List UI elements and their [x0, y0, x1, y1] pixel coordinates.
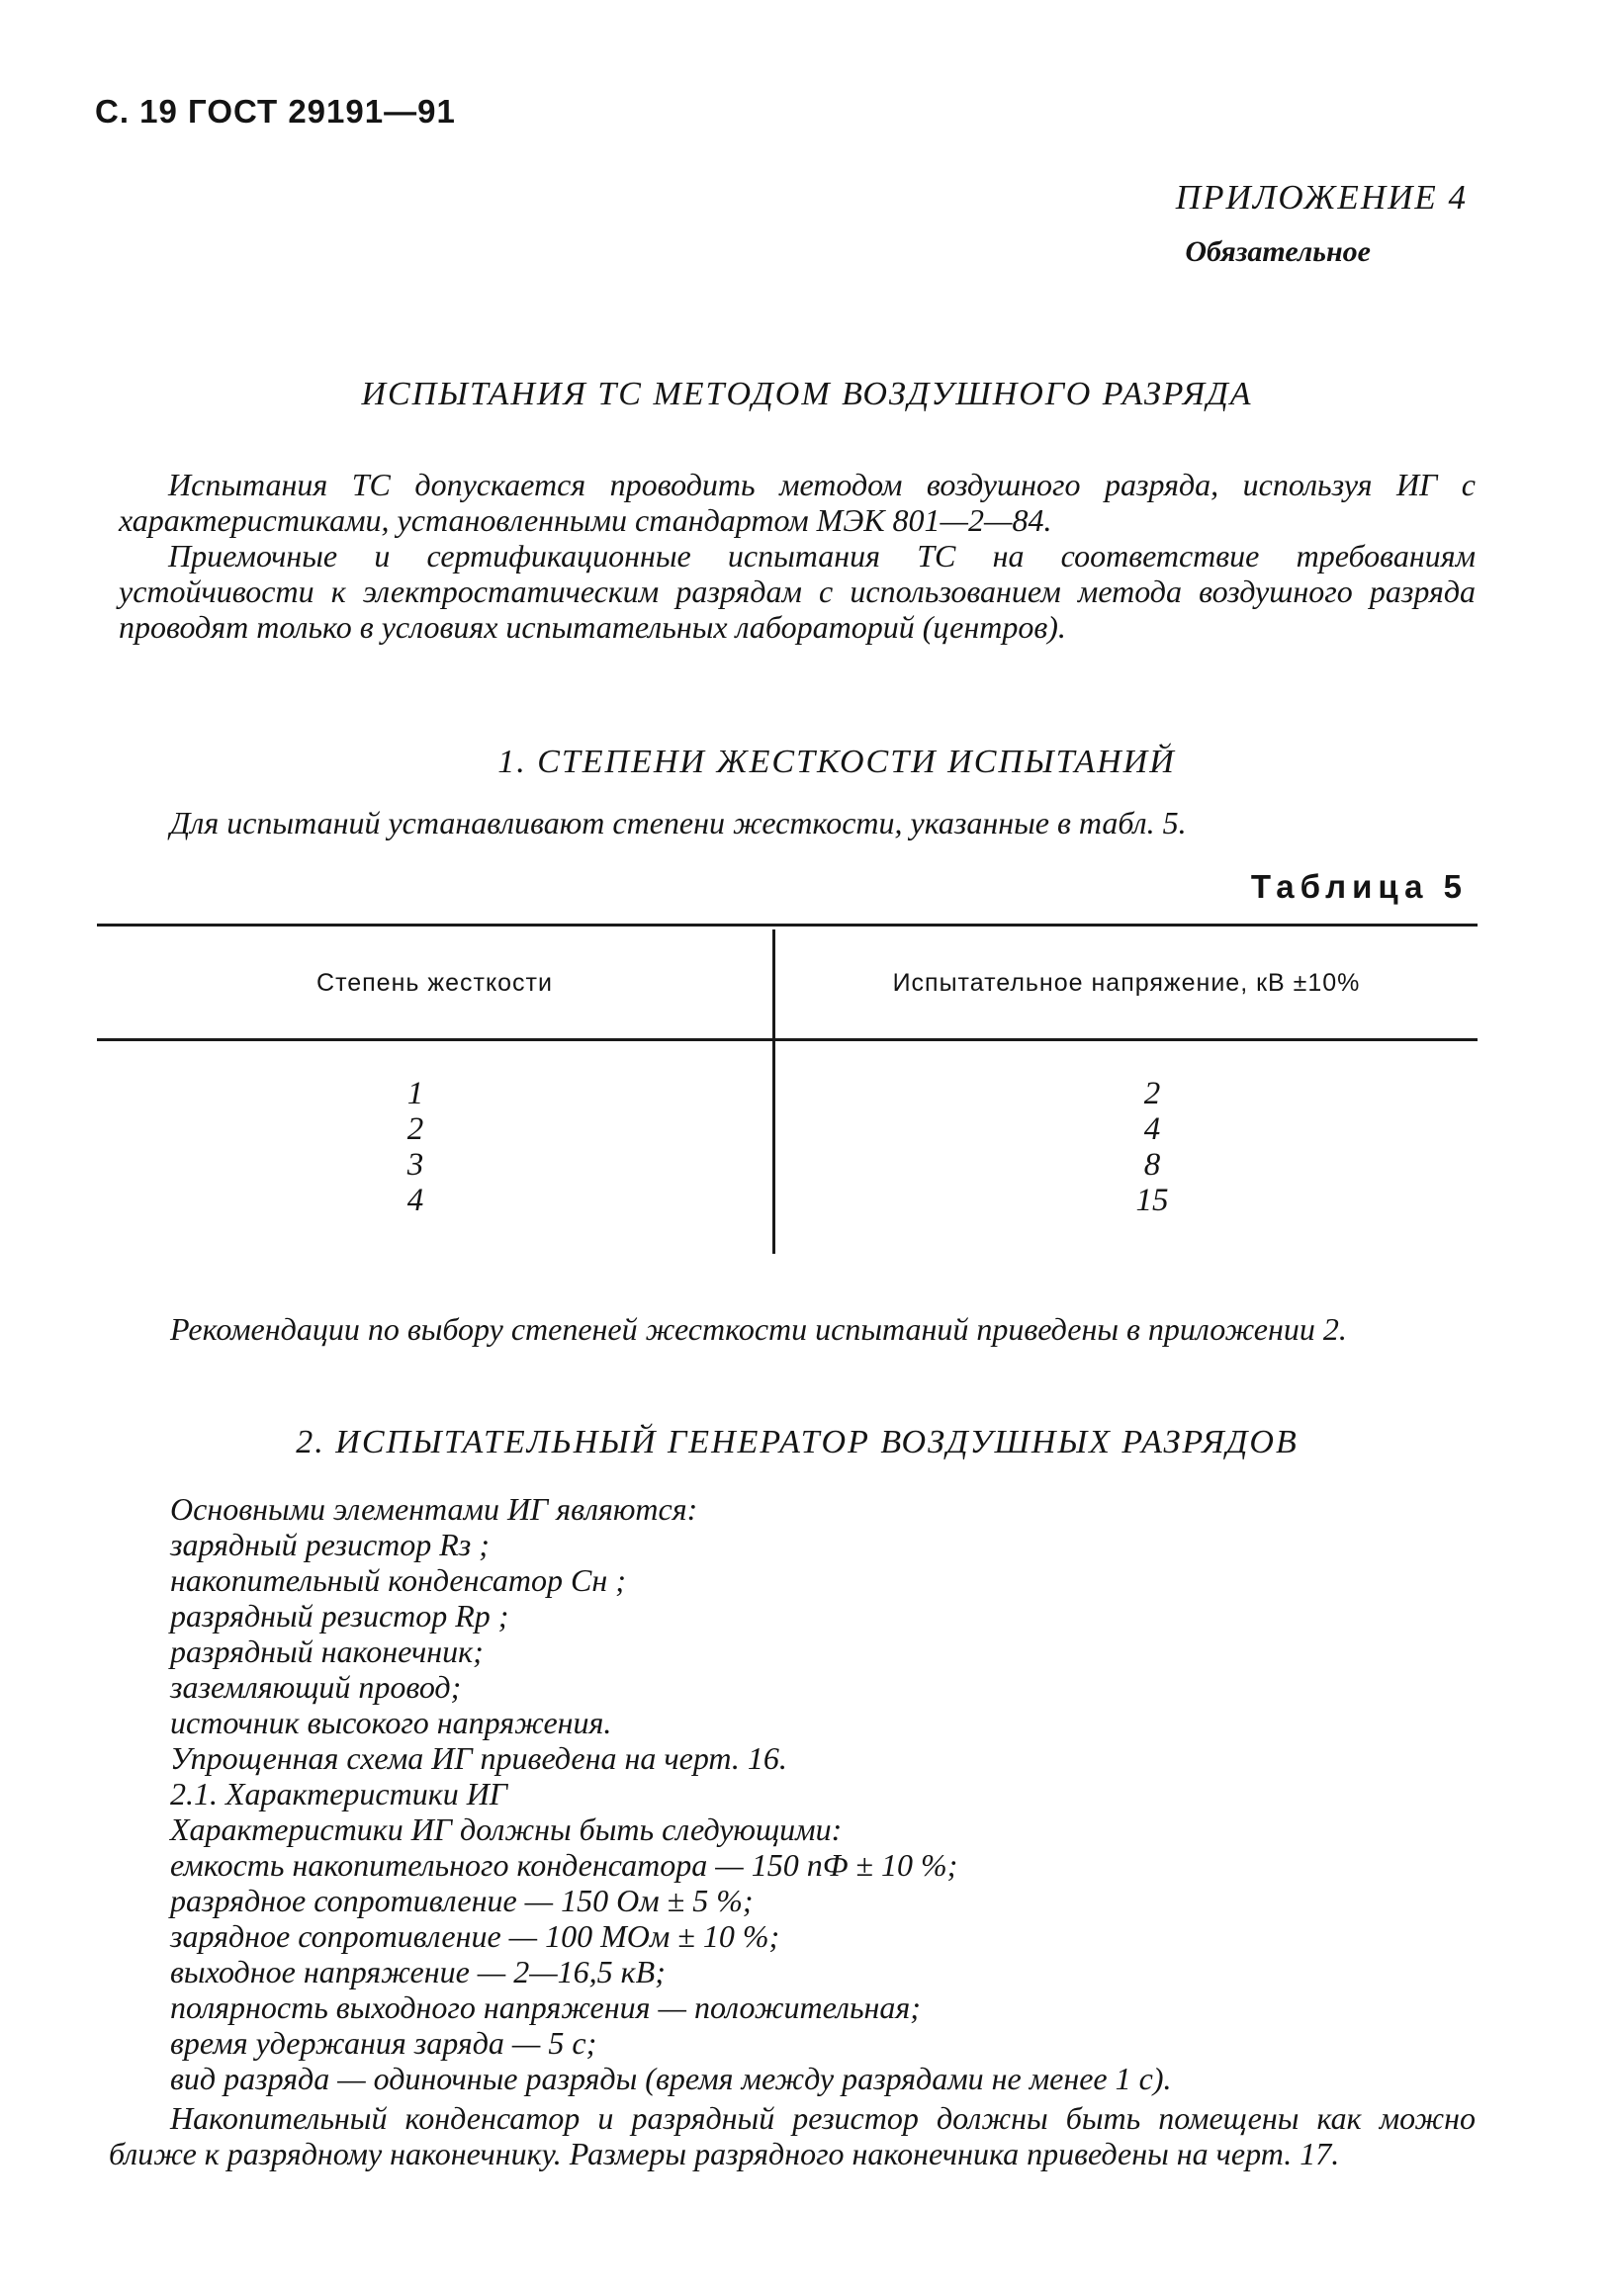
- list-item: зарядный резистор Rз ;: [170, 1527, 490, 1562]
- intro-text-2: Приемочные и сертификационные испытания ТС на соответствие требованиям устойчивости к электростатическим разрядам с использованием метода воздушного разряда проводят только в условиях испытательных лабораторий (центров).: [119, 538, 1476, 645]
- table-top-rule: [97, 924, 1478, 927]
- section1-title: 1. СТЕПЕНИ ЖЕСТКОСТИ ИСПЫТАНИЙ: [497, 744, 1176, 780]
- table-body-divider: [772, 1041, 775, 1254]
- table-header-cell: Степень жесткости: [316, 969, 553, 997]
- list-item: накопительный конденсатор Сн ;: [170, 1562, 626, 1598]
- intro-text-1: Испытания ТС допускается проводить методом воздушного разряда, используя ИГ с характеристиками, установленными стандартом МЭК 801—2—84.: [119, 467, 1476, 538]
- list-item: разрядный наконечник;: [170, 1634, 484, 1669]
- list-item: Характеристики ИГ должны быть следующими:: [170, 1811, 843, 1847]
- list-item: разрядное сопротивление — 150 Ом ± 5 %;: [170, 1883, 754, 1918]
- list-item: зарядное сопротивление — 100 МОм ± 10 %;: [170, 1918, 780, 1954]
- appendix-title: ПРИЛОЖЕНИЕ 4: [1175, 178, 1468, 217]
- list-item: Упрощенная схема ИГ приведена на черт. 16.: [170, 1740, 787, 1776]
- table-cell: 4: [1143, 1111, 1161, 1147]
- recommendation-paragraph: [119, 1311, 1476, 1347]
- list-item: полярность выходного напряжения — положительная;: [170, 1989, 921, 2025]
- list-item: заземляющий провод;: [170, 1669, 462, 1705]
- table-header-rule: [97, 1038, 1478, 1041]
- list-item: выходное напряжение — 2—16,5 кВ;: [170, 1954, 666, 1989]
- table-cell: 1: [406, 1076, 424, 1111]
- table-cell: 2: [406, 1111, 424, 1147]
- section2-list: [170, 1491, 1495, 2096]
- section2-title: 2. ИСПЫТАТЕЛЬНЫЙ ГЕНЕРАТОР ВОЗДУШНЫХ РАЗРЯДОВ: [296, 1424, 1299, 1460]
- recommendation-text: Рекомендации по выбору степеней жесткости испытаний приведены в приложении 2.: [170, 1311, 1347, 1347]
- list-item: вид разряда — одиночные разряды (время между разрядами не менее 1 с).: [170, 2061, 1172, 2096]
- table-column-severity: [316, 1076, 514, 1218]
- table-cell: 15: [1135, 1183, 1169, 1218]
- section1-text: Для испытаний устанавливают степени жесткости, указанные в табл. 5.: [170, 805, 1187, 840]
- list-item: источник высокого напряжения.: [170, 1705, 612, 1740]
- table-caption: Таблица 5: [1250, 868, 1468, 905]
- intro-paragraph-2: [119, 538, 1476, 645]
- intro-paragraph-1: [119, 467, 1476, 538]
- main-title: ИСПЫТАНИЯ ТС МЕТОДОМ ВОЗДУШНОГО РАЗРЯДА: [361, 376, 1253, 412]
- appendix-status: Обязательное: [1185, 235, 1371, 268]
- table-cell: 3: [406, 1147, 424, 1183]
- list-item: разрядный резистор Rр ;: [170, 1598, 509, 1634]
- list-item: Основными элементами ИГ являются:: [170, 1491, 698, 1527]
- table-cell: 8: [1143, 1147, 1161, 1183]
- final-paragraph: [109, 2100, 1476, 2171]
- list-item: время удержания заряда — 5 с;: [170, 2025, 597, 2061]
- section1-text-row: [119, 805, 1476, 840]
- table-cell: 2: [1143, 1076, 1161, 1111]
- table-header-cell: Испытательное напряжение, кВ ±10%: [892, 969, 1361, 997]
- table-cell: 4: [406, 1183, 424, 1218]
- page-header: С. 19 ГОСТ 29191—91: [95, 93, 456, 130]
- table-column-voltage: [1053, 1076, 1251, 1218]
- list-item: емкость накопительного конденсатора — 150 пФ ± 10 %;: [170, 1847, 958, 1883]
- final-text: Накопительный конденсатор и разрядный резистор должны быть помещены как можно ближе к разрядному наконечнику. Размеры разрядного наконечника приведены на черт. 17.: [109, 2100, 1476, 2171]
- list-item: 2.1. Характеристики ИГ: [170, 1776, 507, 1811]
